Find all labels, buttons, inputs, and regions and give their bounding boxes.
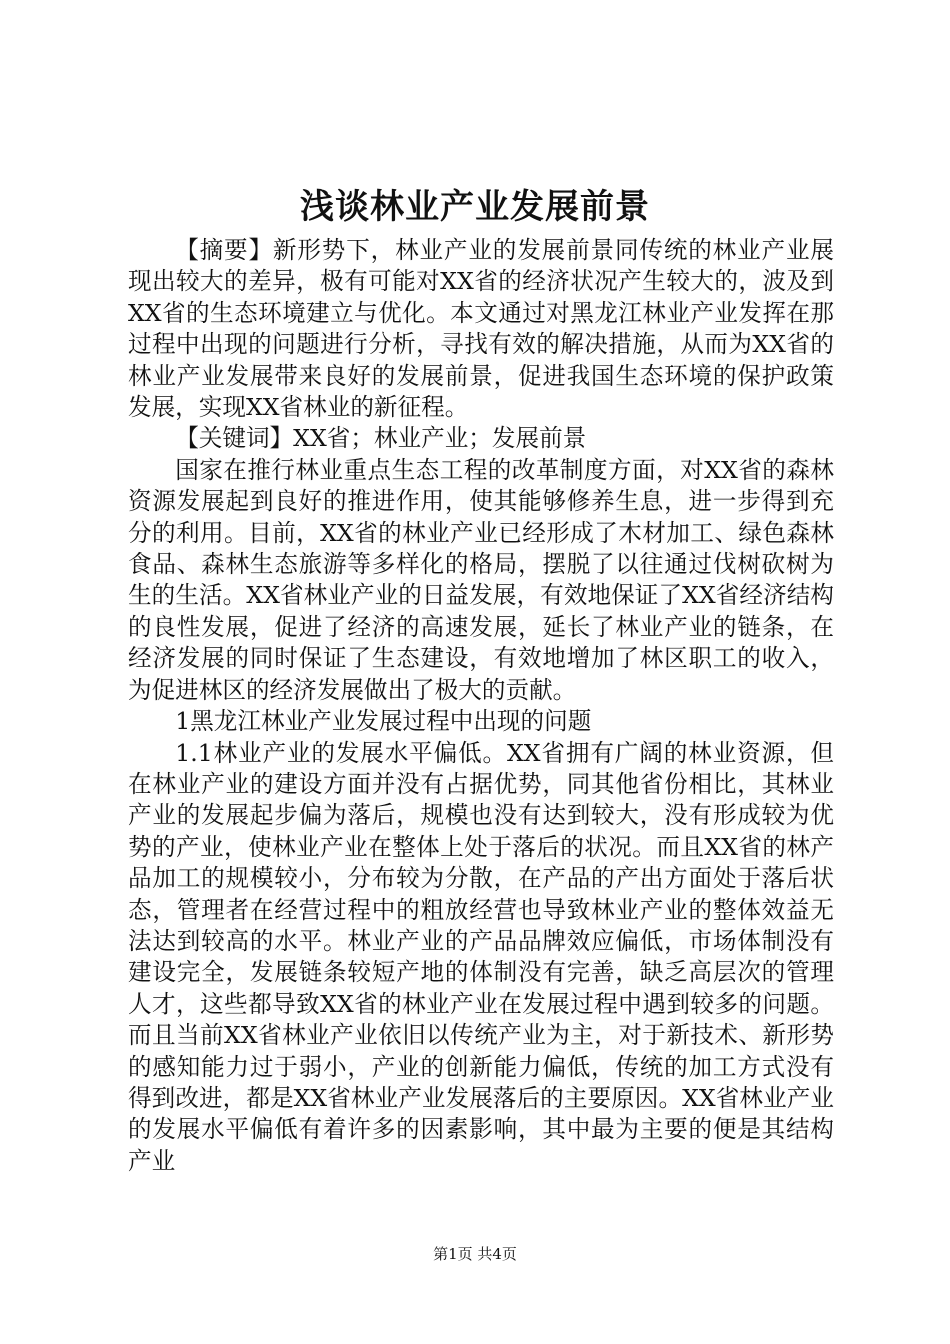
document-title: 浅谈林业产业发展前景 (300, 187, 650, 227)
page-footer: 第1页 共4页 (433, 1245, 517, 1263)
document-body (128, 235, 834, 1177)
section-heading: 1黑龙江林业产业发展过程中出现的问题 (175, 707, 592, 736)
subsection-paragraph: 1.1林业产业的发展水平偏低。XX省拥有广阔的林业资源，但在林业产业的建设方面并没有占据优势，同其他省份相比，其林业产业的发展起步偏为落后，规模也没有达到较大，没有形成较为优势的产业，使林业产业在整体上处于落后的状况。而且XX省的林产品加工的规模较小，分布较为分散，在产品的产出方面处于落后状态，管理者在经营过程中的粗放经营也导致林业产业的整体效益无法达到较高的水平。林业产业的产品品牌效应偏低，市场体制没有建设完全，发展链条较短产地的体制没有完善，缺乏高层次的管理人才，这些都导致XX省的林业产业在发展过程中遇到较多的问题。而且当前XX省林业产业依旧以传统产业为主，对于新技术、新形势的感知能力过于弱小，产业的创新能力偏低，传统的加工方式没有得到改进，都是XX省林业产业发展落后的主要原因。XX省林业产业的发展水平偏低有着许多的因素影响，其中最为主要的便是其结构产业 (128, 738, 834, 1175)
keywords-paragraph: 【关键词】XX省；林业产业；发展前景 (175, 424, 587, 453)
abstract-paragraph: 【摘要】新形势下，林业产业的发展前景同传统的林业产业展现出较大的差异，极有可能对XX省的经济状况产生较大的，波及到XX省的生态环境建立与优化。本文通过对黑龙江林业产业发挥在那过程中出现的问题进行分析，寻找有效的解决措施，从而为XX省的林业产业发展带来良好的发展前景，促进我国生态环境的保护政策发展，实现XX省林业的新征程。 (128, 236, 834, 422)
intro-paragraph: 国家在推行林业重点生态工程的改革制度方面，对XX省的森林资源发展起到良好的推进作用，使其能够修养生息，进一步得到充分的利用。目前，XX省的林业产业已经形成了木材加工、绿色森林食品、森林生态旅游等多样化的格局，摆脱了以往通过伐树砍树为生的生活。XX省林业产业的日益发展，有效地保证了XX省经济结构的良性发展，促进了经济的高速发展，延长了林业产业的链条，在经济发展的同时保证了生态建设，有效地增加了林区职工的收入，为促进林区的经济发展做出了极大的贡献。 (128, 455, 834, 704)
